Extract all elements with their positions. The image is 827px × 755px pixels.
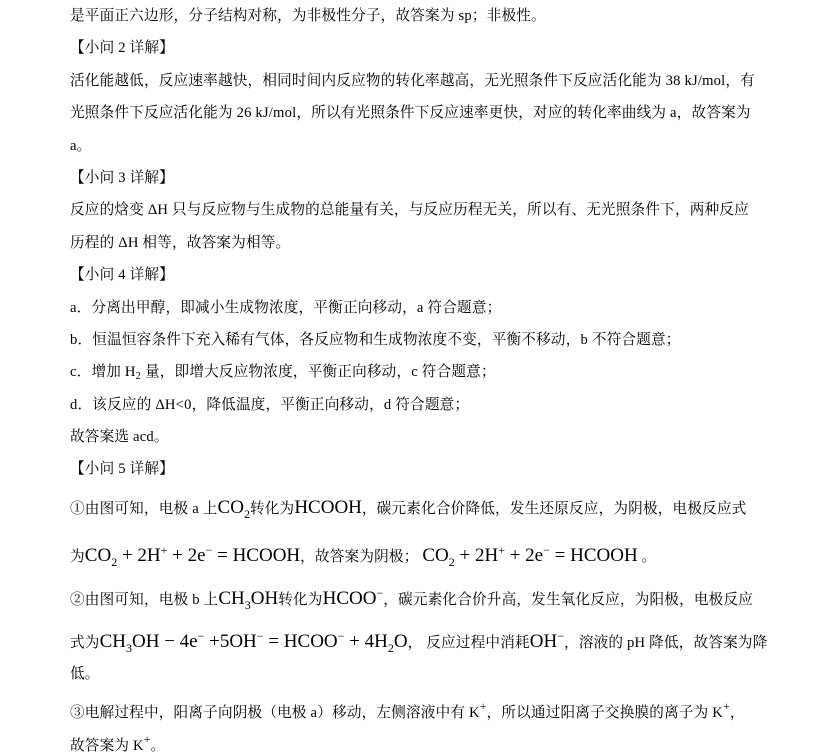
formula-run: OH — [250, 587, 279, 609]
formula-run: 2 — [243, 506, 250, 521]
text-run: 【小问 2 详解】 — [70, 40, 174, 57]
formula-run: + 2e — [504, 544, 544, 566]
text-run: ①由图可知，电极 a 上 — [70, 500, 218, 517]
formula-run: CO — [422, 544, 449, 566]
formula-run: = HCOO — [263, 630, 338, 652]
text-run: 。 — [637, 548, 657, 565]
formula-run: + — [143, 731, 151, 746]
text-run: d．该反应的 ΔH<0，降低温度，平衡正向移动，d 符合题意； — [70, 396, 470, 413]
text-run: ，溶液的 pH 降低，故答案为降 — [564, 634, 768, 651]
formula-run: + 2H — [117, 544, 161, 566]
formula-run: − — [256, 628, 264, 643]
text-run: 式为 — [70, 634, 100, 651]
formula-run: − — [197, 628, 205, 643]
formula-run: + 2e — [167, 544, 206, 566]
text-line — [70, 292, 757, 324]
formula-run: + — [723, 699, 730, 714]
text-run: a。 — [70, 137, 92, 154]
text-run: ，碳元素化合价升高，发生氧化反应，为阳极，电极反应 — [383, 591, 754, 608]
text-line — [70, 690, 757, 722]
text-line — [70, 194, 757, 226]
text-run: 历程的 ΔH 相等，故答案为相等。 — [70, 234, 291, 251]
formula-run: = HCOOH — [212, 544, 301, 566]
text-run: 转化为 — [278, 591, 323, 608]
formula-run: − — [557, 628, 565, 643]
formula-run: + — [160, 542, 168, 557]
text-line — [70, 486, 757, 529]
text-line — [70, 723, 757, 755]
formula-run: +5OH — [204, 630, 257, 652]
text-run: ， — [729, 705, 745, 722]
document-body — [70, 0, 768, 755]
text-run: a．分离出甲醇，即减小生成物浓度，平衡正向移动，a 符合题意； — [70, 299, 502, 316]
text-run: ，故答案为阴极； — [300, 548, 423, 565]
formula-run: + — [479, 699, 487, 714]
text-run: 活化能越低，反应速率越快，相同时间内反应物的转化率越高，无光照条件下反应活化能为 38 kJ/mol，有 — [70, 72, 755, 89]
section-heading — [70, 259, 757, 291]
text-run: ②由图可知，电极 b 上 — [70, 591, 219, 608]
formula-run: − — [376, 585, 384, 600]
formula-run: 2 — [448, 554, 455, 569]
formula-run: + 2H — [454, 544, 499, 566]
text-run: 。 — [150, 737, 166, 754]
text-run: 故答案为 K — [70, 737, 144, 754]
formula-run: OH − 4e — [132, 630, 198, 652]
formula-run: 3 — [126, 640, 132, 655]
text-run: 光照条件下反应活化能为 26 kJ/mol，所以有光照条件下反应速率更快，对应的转化率曲线为 a，故答案为 — [70, 105, 751, 122]
text-run: ，碳元素化合价降低，发生还原反应，为阴极，电极反应式 — [361, 500, 747, 517]
formula-run: CH — [99, 630, 126, 652]
formula-run: HCOOH — [294, 496, 362, 518]
text-line — [70, 356, 757, 388]
formula-run: 2 — [111, 554, 118, 569]
text-line — [70, 324, 757, 356]
text-run: 反应的焓变 ΔH 只与反应物与生成物的总能量有关，与反应历程无关，所以有、无光照条件下，两种反应 — [70, 202, 749, 219]
formula-run: − — [337, 628, 345, 643]
text-run: 是平面正六边形，分子结构对称，为非极性分子，故答案为 sp；非极性。 — [70, 8, 546, 24]
text-run: 为 — [70, 548, 85, 565]
text-line — [70, 529, 757, 572]
section-heading — [70, 453, 757, 485]
text-line — [70, 97, 757, 129]
text-line — [70, 389, 757, 421]
formula-run: − — [205, 542, 213, 557]
formula-run: + — [498, 542, 505, 557]
text-run: 故答案选 acd。 — [70, 429, 169, 446]
text-line — [70, 615, 768, 658]
text-run: 低。 — [70, 665, 100, 682]
text-run: 量，即增大反应物浓度，平衡正向移动，c 符合题意； — [141, 364, 496, 381]
text-run: ，所以通过阳离子交换膜的离子为 K — [486, 705, 724, 722]
text-line — [70, 227, 757, 259]
section-heading — [70, 32, 757, 64]
section-heading — [70, 162, 757, 194]
text-run: 2 — [135, 371, 142, 383]
formula-run: 2 — [387, 640, 394, 655]
formula-run: CO — [84, 544, 112, 566]
formula-run: = HCOOH — [549, 544, 638, 566]
text-run: ， 反应过程中消耗 — [407, 634, 530, 651]
text-line — [70, 658, 757, 690]
text-line — [70, 0, 757, 32]
formula-run: CH — [218, 587, 245, 609]
text-run: 【小问 5 详解】 — [70, 461, 174, 478]
formula-run: CO — [217, 496, 244, 518]
formula-run: OH — [529, 630, 558, 652]
text-line — [70, 130, 757, 162]
text-run: 【小问 4 详解】 — [70, 267, 174, 284]
text-line — [70, 65, 757, 97]
formula-run: − — [543, 542, 550, 557]
formula-run: 3 — [244, 597, 251, 612]
formula-run: HCOO — [322, 587, 377, 609]
text-line — [70, 421, 757, 453]
text-run: b．恒温恒容条件下充入稀有气体，各反应物和生成物浓度不变，平衡不移动，b 不符合题意； — [70, 331, 681, 348]
formula-run: O — [393, 630, 408, 652]
formula-run: + 4H — [344, 630, 388, 652]
text-run: c．增加 H — [70, 364, 136, 381]
text-line — [70, 572, 757, 615]
text-run: ③电解过程中，阳离子向阴极（电极 a）移动，左侧溶液中有 K — [70, 705, 480, 722]
text-run: 转化为 — [249, 500, 295, 517]
text-run: 【小问 3 详解】 — [70, 169, 174, 186]
